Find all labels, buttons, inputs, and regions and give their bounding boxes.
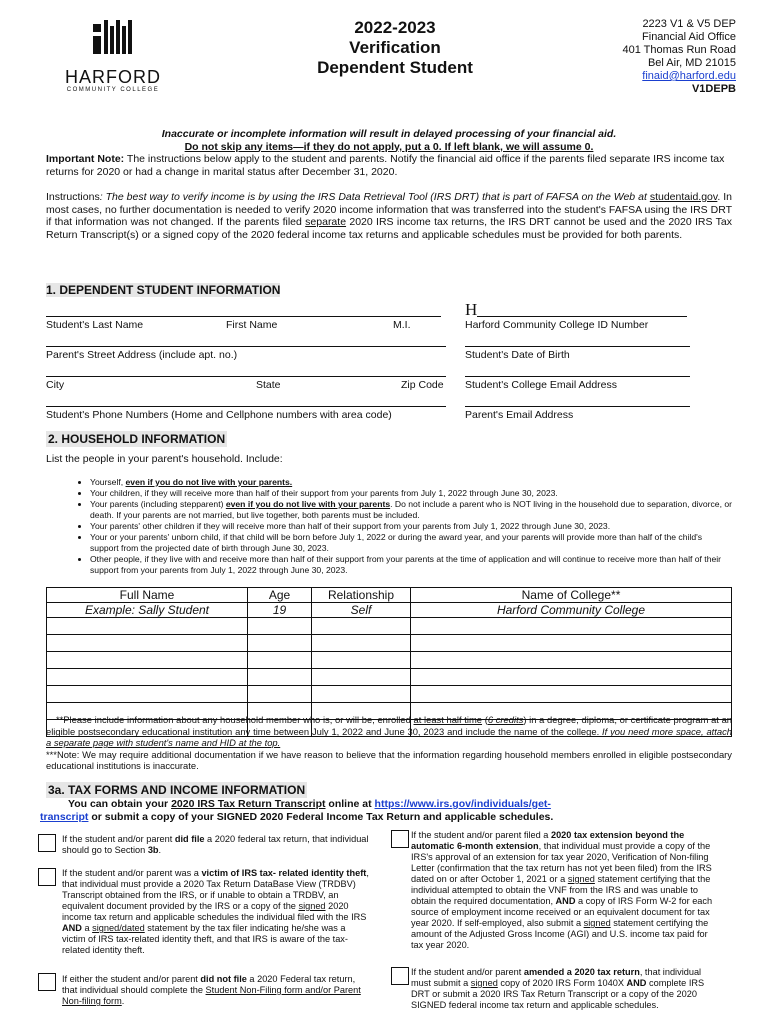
amended-return-text [411,967,716,1011]
title-verification: Verification [349,38,441,57]
option-bold: 2020 tax extension beyond the automatic 6-month extension [411,830,685,851]
bullet-text: Your parents' other children if they will receive more than half of their support from your parents from July 1, 2022 through June 30, 2023. [90,521,611,531]
bullet-item [90,477,732,488]
street-label: Parent's Street Address (include apt. no.) [46,349,238,361]
id-prefix: H [465,300,478,319]
option-text: , that individual must provide a copy of the IRS's approval of an extension for tax year 2020, Verification of Non-filing Letter (confirmation that the tax return has not yet been filed) from the IRS dated on or after October 1, 2021 or a [411,841,712,884]
option-text: a copy of IRS Form W-2 for each source of employment income received or an equivalent document for tax year 2020. If self-employed, also submit a [411,896,713,928]
bullet-item [90,521,732,532]
option-bold: did file [174,834,205,844]
college-id-line[interactable] [477,316,687,317]
instructions-text: 2020 IRS income tax returns, the IRS DRT cannot be used and the 2020 IRS Tax Return Transcript(s) or a signed copy of the 2020 federal income tax returns and applicable schedules must be provided for both parents. [46,216,732,241]
important-note-label: Important Note: [46,153,125,165]
bullet-bold: even if you do not live with your parents [225,499,391,509]
bullet-item [90,499,732,521]
option-underlined: signed [567,874,595,884]
footnote-text: ) in a degree, diploma, or certificate program at an eligible postsecondary educational institution any time between July 1, 2022 and June 30, 2023 and include the name of the college. [46,714,733,737]
option-bold: AND [555,896,576,906]
email-link[interactable]: finaid@harford.edu [642,70,736,82]
section2-intro: List the people in your parent's household. Include: [46,453,283,465]
option-text: a 2020 Federal tax return, that individual should complete the [62,974,356,995]
dob-label: Student's Date of Birth [465,349,570,361]
section3a-title: 3a. TAX FORMS AND INCOME INFORMATION [48,783,306,797]
did-file-text [62,834,370,856]
footnote-text: ( [482,714,488,725]
obtain-text: You can obtain your [68,798,172,810]
section3a-obtain [40,798,668,824]
col-header-age: Age [248,588,312,603]
street-line[interactable] [46,346,446,347]
phone-line[interactable] [46,406,446,407]
city-label: City [46,379,65,391]
form-code: V1DEPB [691,83,736,95]
tax-extension-text [411,830,716,951]
instructions-italic: : The best way to verify income is by using the IRS Data Retrieval Tool (IRS DRT) that is part of FAFSA on the Web at [99,191,650,203]
title-year: 2022-2023 [354,18,436,37]
option-bold: AND [626,978,647,988]
college-email-line[interactable] [465,376,690,377]
address-line: Bel Air, MD 21015 [647,57,736,69]
option-bold: victim of IRS tax- related identity theft [201,868,367,878]
did-file-checkbox[interactable] [38,834,56,852]
footnote-credits: 6 credits [487,714,524,725]
example-relationship: Self [312,603,411,618]
household-bullets [46,477,732,576]
mi-label: M.I. [393,319,411,331]
non-filing-form-link: Student Non-Filing form and/or Parent Non-filing form [62,985,361,1006]
col-header-college: Name of College** [411,588,732,603]
option-bold: 3b [147,845,159,855]
state-label: State [256,379,281,391]
warning-line: Inaccurate or incomplete information will result in delayed processing of your financial aid. [161,128,617,140]
instructions [46,191,732,241]
warning-line: Do not skip any items—if they do not apply, put a 0. If left blank, we will assume 0. [184,140,594,153]
important-note [46,153,732,178]
option-text: statement certifying that the individual attempted to obtain the VNF from the IRS and was unable to obtain the required documentation, [411,874,711,906]
address-line: 2223 V1 & V5 DEP [642,18,736,30]
household-footnote [46,714,732,772]
address-line: 401 Thomas Run Road [622,44,736,56]
option-text: If the student and/or parent [411,967,524,977]
title-dependent: Dependent Student [317,58,473,77]
table-row[interactable] [47,686,732,703]
logo-name: HARFORD [65,67,161,87]
footnote-italic: If you need more space, attach a separate page with student's name and HID at the top. [46,725,732,748]
option-text: a [81,923,93,933]
parent-email-line[interactable] [465,406,690,407]
table-row[interactable] [47,669,732,686]
table-row[interactable] [47,618,732,635]
option-bold: amended a 2020 tax return [523,967,640,977]
bullet-text: Other people, if they live with and receive more than half of their support from your parents at the time of application and will continue to receive more than half of their support from your parents from July 1, 2022 through June 30, 2023. [90,554,722,575]
bullet-item [90,554,732,576]
footnote-underlined: at least half time [413,714,483,725]
table-row[interactable] [47,635,732,652]
college-id-label: Harford Community College ID Number [465,319,649,331]
last-name-line[interactable] [46,316,441,317]
option-underlined: signed [298,901,326,911]
instructions-label: Instructions [46,191,100,203]
form-title [300,18,490,78]
address-line: Financial Aid Office [642,31,736,43]
option-text: , that individual must provide a 2020 Tax Return DataBase View (TRDBV) Transcript obtained from the IRS, or if unable to obtain a TRDBV, an equivalent document provided by the IRS or a copy of the [62,868,369,911]
warning-text [46,128,732,153]
option-bold: did not file [200,974,247,984]
footnote-text: **Please include information about any household member who is, or will be, enrolled [56,714,414,725]
option-text: , that individual must submit a [411,967,702,988]
did-not-file-text [62,974,370,1007]
option-underlined: signed [583,918,611,928]
bullet-bold: even if you do not live with your parents. [125,477,293,487]
phone-label: Student's Phone Numbers (Home and Cellphone numbers with area code) [46,409,392,421]
option-text: 2020 income tax return and applicable schedules the individual filed with the IRS [62,901,367,922]
did-not-file-checkbox[interactable] [38,973,56,991]
dob-line[interactable] [465,346,690,347]
option-text: If the student and/or parent [62,834,175,844]
obtain-underlined: 2020 IRS Tax Return Transcript [171,798,326,810]
option-text: . [158,845,162,855]
option-text: If the student and/or parent was a [62,868,202,878]
irs-transcript-link[interactable]: https://www.irs.gov/individuals/get- [374,798,551,810]
example-college: Harford Community College [411,603,732,618]
tax-extension-checkbox[interactable] [391,830,409,848]
col-header-relationship: Relationship [312,588,411,603]
parent-email-label: Parent's Email Address [465,409,574,421]
option-text: If either the student and/or parent [62,974,201,984]
college-logo [58,18,168,93]
section2-title: 2. HOUSEHOLD INFORMATION [48,432,226,446]
college-email-label: Student's College Email Address [465,379,618,391]
option-bold: AND [62,923,82,933]
amended-return-checkbox[interactable] [391,967,409,985]
logo-subtitle: COMMUNITY COLLEGE [66,87,160,93]
example-age: 19 [248,603,312,618]
identity-theft-text [62,868,370,956]
obtain-text: or submit a copy of your SIGNED 2020 Federal Income Tax Return and applicable schedules. [88,811,554,823]
example-name: Example: Sally Student [47,603,248,618]
identity-theft-checkbox[interactable] [38,868,56,886]
last-name-label: Student's Last Name [46,319,144,331]
table-row[interactable] [47,652,732,669]
footnote-note: ***Note: We may require additional documentation if we have reason to believe that the information regarding household members enrolled in eligible postsecondary educational institutions is inaccurate. [46,748,732,771]
zip-label: Zip Code [401,379,444,391]
option-text: . [121,996,125,1006]
bullet-text: . Do not include a parent who is NOT living in the household due to separation, divorce, or death. If your parents are not married, but live together, both parents must be included. [90,499,732,520]
bullet-text: Your parents (including stepparent) [90,499,226,509]
option-text: statement certifying the amount of the Adjusted Gross Income (AGI) and U.S. income tax paid for tax year 2020. [411,918,709,950]
bullet-item [90,488,732,499]
bullet-text: Your or your parents' unborn child, if that child will be born before July 1, 2022 or during the award year, and your parents will provide more than half of the child's support from the projected date of birth through June 30, 2023. [90,532,703,553]
option-text: complete IRS DRT or submit a 2020 IRS Tax Return Transcript or a copy of the 2020 SIGNED federal income tax return and applicable schedules. [411,978,705,1010]
option-underlined: signed [470,978,498,988]
bullet-item [90,532,732,554]
important-note-text: The instructions below apply to the student and parents. Notify the financial aid office if the parents filed separate IRS income tax returns for 2020 or had a change in marital status after December 31, 2020. [46,153,725,178]
instructions-text: . In most cases, no further documentation is needed to verify 2020 income information that was transferred into the student's FAFSA using the IRS DRT if that information was not changed. If the parents filed [46,191,732,228]
option-text: If the student and/or parent filed a [411,830,551,840]
section1-title [46,283,280,297]
bullet-text: Yourself, [90,477,126,487]
option-underlined: signed/dated [92,923,145,933]
option-text: a 2020 federal tax return, that individual should go to Section [62,834,369,855]
bullet-text: Your children, if they will receive more than half of their support from your parents from July 1, 2022 through June 30, 2023. [90,488,558,498]
obtain-text: online at [325,798,375,810]
section1-title-text: 1. DEPENDENT STUDENT INFORMATION [46,283,281,297]
harford-logo-icon [91,18,135,58]
first-name-label: First Name [226,319,278,331]
option-text: copy of 2020 IRS Form 1040X [497,978,627,988]
studentaid-link[interactable]: studentaid.gov [649,191,718,203]
option-text: statement by the tax filer indicating he/she was a victim of IRS tax-related identity theft, and that IRS is aware of the tax-related identity theft. [62,923,348,955]
office-address [622,18,736,96]
irs-transcript-link-cont[interactable]: transcript [40,811,89,823]
col-header-name: Full Name [47,588,248,603]
instructions-underlined: separate [305,216,347,228]
city-line[interactable] [46,376,446,377]
